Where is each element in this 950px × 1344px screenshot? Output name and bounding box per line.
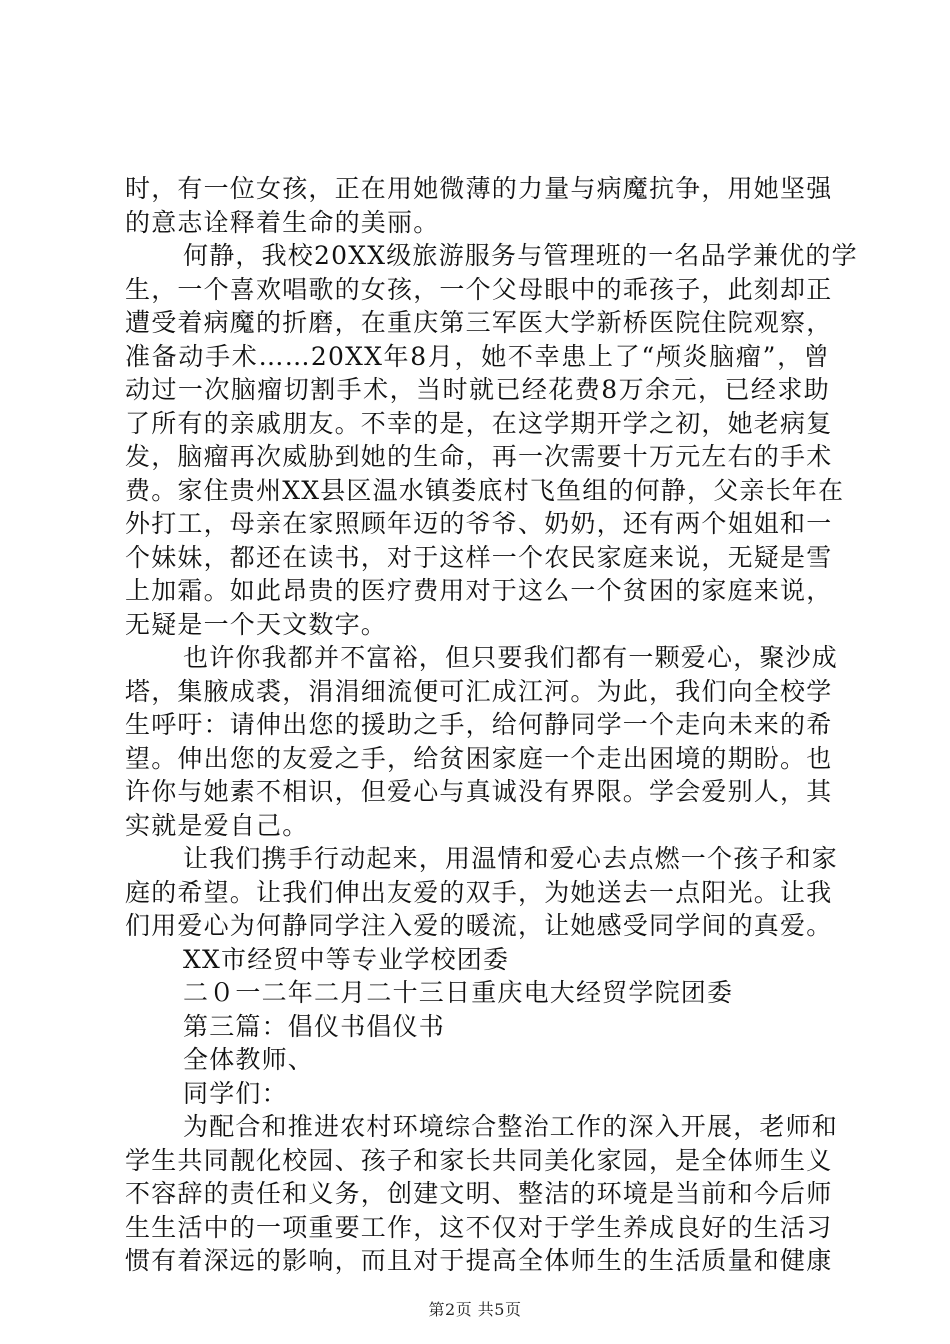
paragraph-start-line: 为配合和推进农村环境综合整治工作的深入开展，老师和: [183, 1112, 839, 1141]
text-line: 动过一次脑瘤切割手术，当时就已经花费8万余元，已经求助: [125, 375, 830, 404]
text-line: 生呼吁：请伸出您的援助之手，给何静同学一个走向未来的希: [125, 710, 833, 739]
salutation-line: 全体教师、: [183, 1045, 315, 1074]
signature-date-line: 二０一二年二月二十三日重庆电大经贸学院团委: [183, 978, 734, 1007]
text-line: 准备动手术……20XX年8月，她不幸患上了“颅炎脑瘤”，曾: [125, 341, 830, 371]
paragraph-start-line: 也许你我都并不富裕，但只要我们都有一颗爱心，聚沙成: [183, 643, 839, 672]
text-line: 塔，集腋成裘，涓涓细流便可汇成江河。为此，我们向全校学: [125, 676, 833, 706]
text-line: 外打工，母亲在家照顾年迈的爷爷、奶奶，还有两个姐姐和一: [125, 509, 833, 538]
text-line: 学生共同靓化校园、孩子和家长共同美化家园，是全体师生义: [125, 1145, 833, 1175]
text-line: 无疑是一个天文数字。: [125, 609, 388, 639]
text-line: 们用爱心为何静同学注入爱的暖流，让她感受同学间的真爱。: [125, 911, 833, 940]
text-line: 生，一个喜欢唱歌的女孩，一个父母眼中的乖孩子，此刻却正: [125, 274, 833, 304]
text-line: 费。家住贵州XX县区温水镇娄底村飞鱼组的何静，父亲长年在: [125, 475, 845, 505]
paragraph-start-line: 让我们携手行动起来，用温情和爱心去点燃一个孩子和家: [183, 844, 839, 873]
text-line: 许你与她素不相识，但爱心与真诚没有界限。学会爱别人，其: [125, 777, 833, 806]
section-heading: 第三篇：倡仪书倡仪书: [183, 1011, 446, 1041]
text-line: 不容辞的责任和义务，创建文明、整洁的环境是当前和今后师: [125, 1179, 833, 1208]
salutation-line: 同学们：: [183, 1078, 288, 1108]
text-line: 时，有一位女孩，正在用她微薄的力量与病魔抗争，用她坚强: [125, 174, 833, 203]
document-body: [125, 172, 858, 1278]
text-line: 遭受着病魔的折磨，在重庆第三军医大学新桥医院住院观察，: [125, 308, 833, 337]
text-line: 的意志诠释着生命的美丽。: [125, 207, 440, 237]
text-line: 生生活中的一项重要工作，这不仅对于学生养成良好的生活习: [125, 1212, 833, 1242]
page-number-footer: 第2页 共5页: [428, 1300, 522, 1319]
text-line: 了所有的亲戚朋友。不幸的是，在这学期开学之初，她老病复: [125, 408, 833, 438]
text-line: 庭的希望。让我们伸出友爱的双手，为她送去一点阳光。让我: [125, 877, 833, 907]
text-line: 上加霜。如此昂贵的医疗费用对于这么一个贫困的家庭来说，: [125, 576, 833, 605]
paragraph-start-line: 何静，我校20XX级旅游服务与管理班的一名品学兼优的学: [183, 241, 858, 270]
signature-line: XX市经贸中等专业学校团委: [183, 944, 510, 974]
text-line: 发，脑瘤再次威胁到她的生命，再一次需要十万元左右的手术: [125, 442, 833, 471]
text-line: 实就是爱自己。: [125, 810, 309, 840]
text-line: 望。伸出您的友爱之手，给贫困家庭一个走出困境的期盼。也: [125, 743, 833, 773]
text-line: 个妹妹，都还在读书，对于这样一个农民家庭来说，无疑是雪: [125, 542, 833, 572]
text-line: 惯有着深远的影响，而且对于提高全体师生的生活质量和健康: [125, 1246, 833, 1275]
